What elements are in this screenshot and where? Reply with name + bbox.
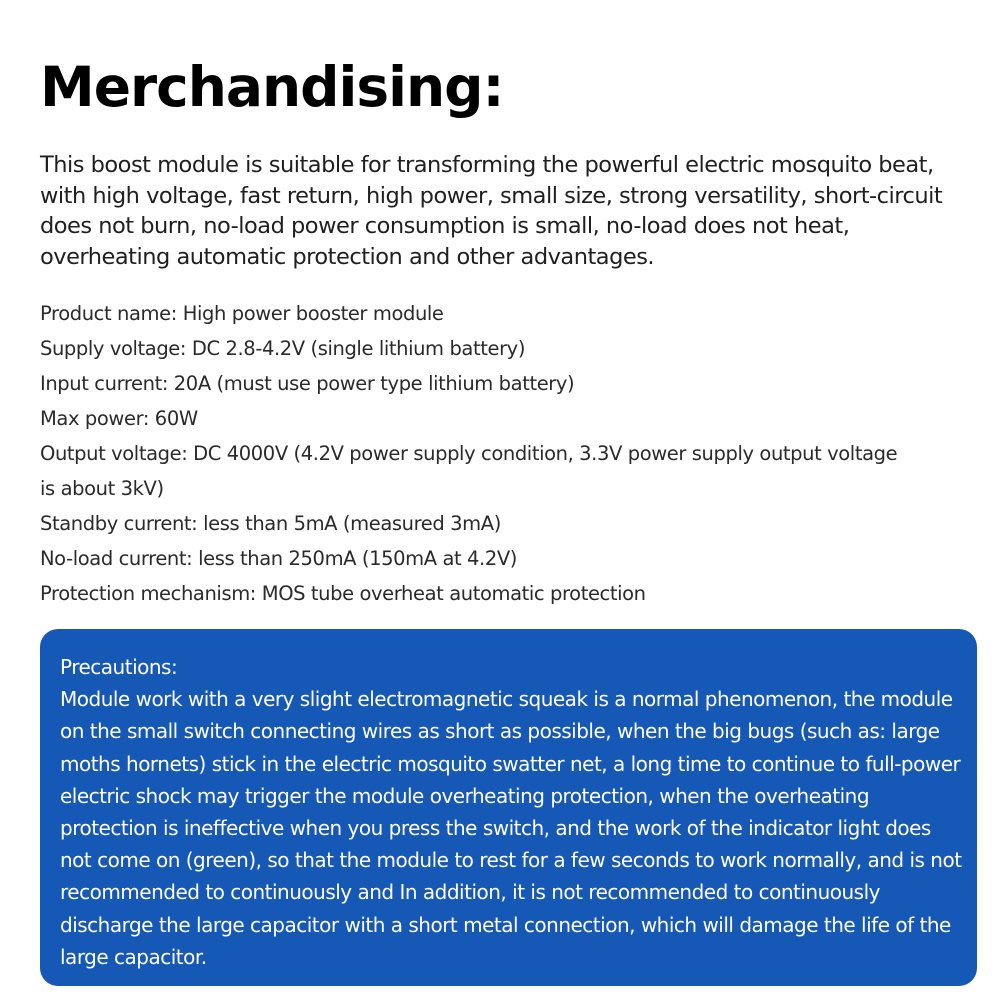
- precautions-line: protection is ineffective when you press the switch, and the work of the indicator light does: [60, 816, 931, 841]
- precautions-box: [40, 629, 977, 986]
- intro-paragraph: [40, 150, 980, 272]
- spec-protection-mechanism: Protection mechanism: MOS tube overheat automatic protection: [40, 582, 646, 605]
- precautions-line: discharge the large capacitor with a short metal connection, which will damage the life of the: [60, 912, 951, 937]
- precautions-line: not come on (green), so that the module to rest for a few seconds to work normally, and is not: [60, 848, 962, 873]
- spec-max-power: Max power: 60W: [40, 407, 198, 430]
- spec-list: [40, 296, 980, 611]
- intro-line: overheating automatic protection and other advantages.: [40, 243, 655, 270]
- intro-line: This boost module is suitable for transforming the powerful electric mosquito beat,: [40, 152, 934, 178]
- precautions-line: Module work with a very slight electromagnetic squeak is a normal phenomenon, the module: [60, 687, 953, 712]
- spec-no-load-current: No-load current: less than 250mA (150mA at 4.2V): [40, 547, 518, 570]
- intro-line: does not burn, no-load power consumption is small, no-load does not heat,: [40, 213, 850, 239]
- spec-input-current: Input current: 20A (must use power type lithium battery): [40, 372, 575, 395]
- spec-product-name: Product name: High power booster module: [40, 302, 444, 325]
- intro-line: with high voltage, fast return, high power, small size, strong versatility, short-circuit: [40, 182, 943, 209]
- spec-output-voltage: Output voltage: DC 4000V (4.2V power supply condition, 3.3V power supply output voltage: [40, 442, 898, 465]
- spec-supply-voltage: Supply voltage: DC 2.8-4.2V (single lithium battery): [40, 337, 526, 360]
- precautions-line: moths hornets) stick in the electric mosquito swatter net, a long time to continue to full-power: [60, 751, 961, 776]
- spec-standby-current: Standby current: less than 5mA (measured 3mA): [40, 512, 501, 535]
- precautions-heading: Precautions:: [60, 655, 178, 679]
- precautions-line: recommended to continuously and In addition, it is not recommended to continuously: [60, 880, 880, 905]
- precautions-line: electric shock may trigger the module overheating protection, when the overheating: [60, 783, 870, 808]
- precautions-line: on the small switch connecting wires as short as possible, when the big bugs (such as: large: [60, 719, 940, 744]
- page-title: Merchandising:: [40, 55, 504, 119]
- precautions-line: large capacitor.: [60, 944, 207, 969]
- spec-output-voltage-continued: is about 3kV): [40, 477, 164, 500]
